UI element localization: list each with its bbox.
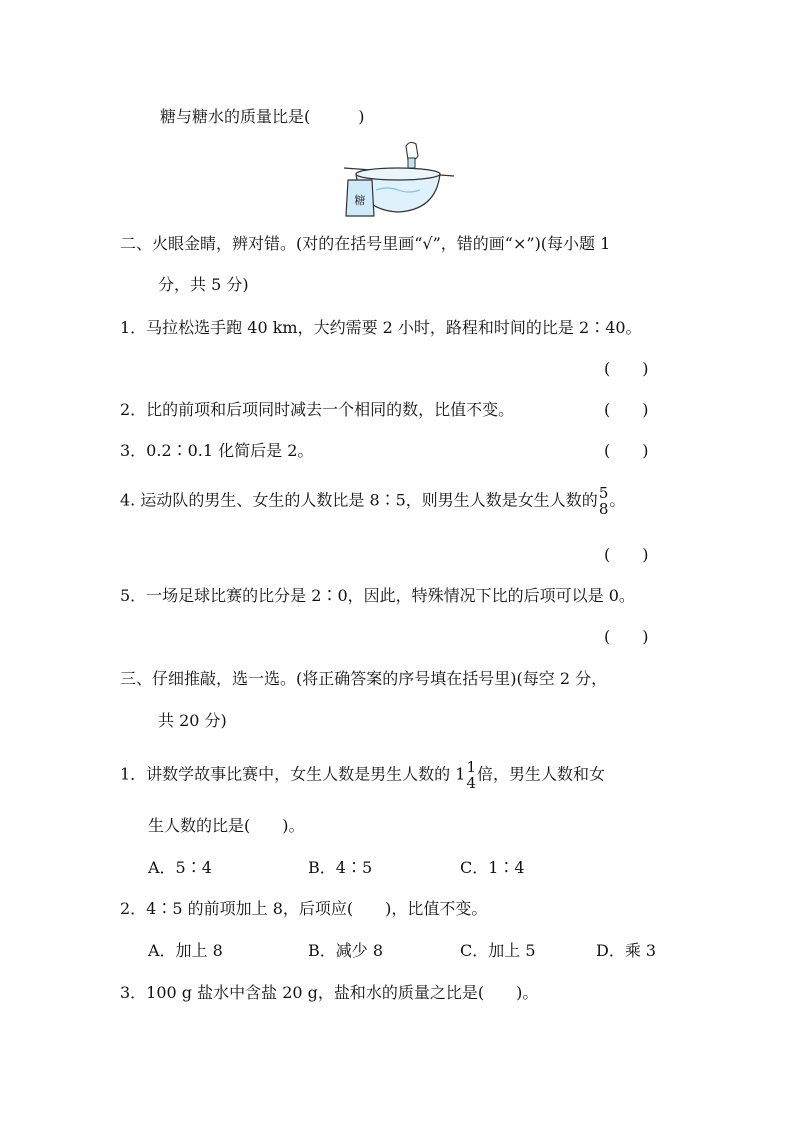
sugar-bag-label: 糖 <box>354 194 366 207</box>
s3-q1-option-b[interactable]: B．4∶5 <box>308 858 373 877</box>
s3-q2-option-a[interactable]: A．加上 8 <box>148 941 223 960</box>
s2-item-3-text: 3．0.2∶0.1 化简后是 2。 <box>120 441 314 460</box>
s2-item-2-text: 2．比的前项和后项同时减去一个相同的数，比值不变。 <box>120 400 515 419</box>
fraction-denominator: 8 <box>598 500 609 518</box>
s2-item-4-text <box>120 485 625 517</box>
s3-q1-text <box>120 759 605 791</box>
s3-q2-option-b[interactable]: B．减少 8 <box>308 941 384 960</box>
section3-heading-line2: 共 20 分) <box>158 711 227 730</box>
s2-item-4-text-before: 4. 运动队的男生、女生的人数比是 8∶5，则男生人数是女生人数的 <box>120 490 598 510</box>
fraction-one-quarter <box>466 759 476 791</box>
s2-item-1-answer-paren[interactable]: ( ) <box>604 359 649 378</box>
s3-q1-text-after: 倍，男生人数和女 <box>477 764 606 784</box>
s2-item-4-answer-paren[interactable]: ( ) <box>604 545 649 564</box>
s3-q1-option-a[interactable]: A．5∶4 <box>148 858 212 877</box>
s2-item-2-answer-paren[interactable]: ( ) <box>604 400 649 419</box>
s2-item-4-text-after: 。 <box>609 490 626 510</box>
s2-item-3-answer-paren[interactable]: ( ) <box>604 441 649 460</box>
fraction-five-eighths <box>599 485 609 517</box>
sugar-water-illustration <box>342 140 456 220</box>
s3-q2-option-d[interactable]: D．乘 3 <box>596 941 657 960</box>
fraction-denominator: 4 <box>466 774 476 792</box>
s3-q3-text: 3．100 g 盐水中含盐 20 g，盐和水的质量之比是( )。 <box>120 983 539 1002</box>
section2-heading-line2: 分，共 5 分) <box>158 275 249 294</box>
s2-item-5-text: 5．一场足球比赛的比分是 2∶0，因此，特殊情况下比的后项可以是 0。 <box>120 586 635 605</box>
question-tail: 糖与糖水的质量比是( ) <box>160 107 365 126</box>
s2-item-5-answer-paren[interactable]: ( ) <box>604 627 649 646</box>
fraction-numerator: 5 <box>598 484 609 502</box>
s3-q1-option-c[interactable]: C．1∶4 <box>460 858 525 877</box>
s2-item-1-text: 1．马拉松选手跑 40 km，大约需要 2 小时，路程和时间的比是 2∶40。 <box>120 318 642 337</box>
section2-heading-line1: 二、火眼金睛，辨对错。(对的在括号里画“√”，错的画“×”)(每小题 1 <box>120 234 611 253</box>
s3-q1-line2: 生人数的比是( )。 <box>148 816 305 835</box>
fraction-numerator: 1 <box>466 758 476 776</box>
s3-q1-text-before: 1．讲数学故事比赛中，女生人数是男生人数的 1 <box>120 764 466 784</box>
section3-heading-line1: 三、仔细推敲，选一选。(将正确答案的序号填在括号里)(每空 2 分， <box>120 669 608 688</box>
s3-q2-text: 2．4∶5 的前项加上 8，后项应( )，比值不变。 <box>120 899 488 918</box>
s3-q2-option-c[interactable]: C．加上 5 <box>460 941 536 960</box>
